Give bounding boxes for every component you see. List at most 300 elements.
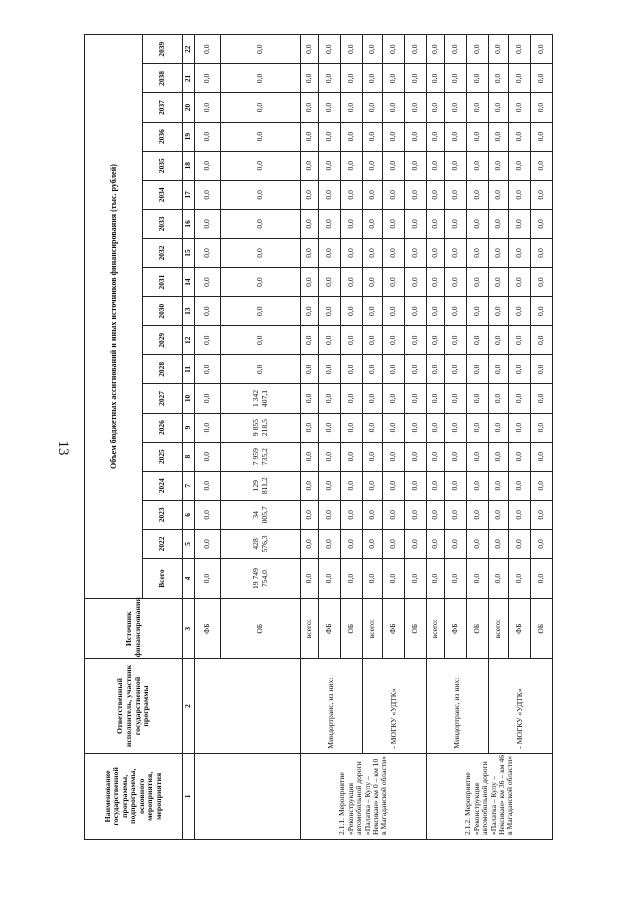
value-cell: 0,0 xyxy=(445,180,467,209)
source-cell: всего: xyxy=(427,599,445,659)
value-cell: 0,0 xyxy=(489,500,509,529)
column-number: 8 xyxy=(183,442,195,471)
column-number: 16 xyxy=(183,209,195,238)
header-row-numbers xyxy=(183,35,195,840)
value-cell: 0,0 xyxy=(531,326,553,355)
header-year: 2033 xyxy=(143,209,183,238)
value-cell: 0,0 xyxy=(531,442,553,471)
value-cell: 0,0 xyxy=(489,558,509,598)
value-cell: 0,0 xyxy=(383,500,405,529)
value-cell: 0,0 xyxy=(363,384,383,413)
value-cell: 0,0 xyxy=(489,122,509,151)
value-cell: 0,0 xyxy=(427,471,445,500)
value-cell: 0,0 xyxy=(467,180,489,209)
value-cell: 0,0 xyxy=(405,209,427,238)
value-cell: 0,0 xyxy=(319,268,341,297)
header-year: 2032 xyxy=(143,238,183,267)
value-cell: 0,0 xyxy=(427,326,445,355)
value-cell: 0,0 xyxy=(221,355,301,384)
value-cell: 0,0 xyxy=(509,297,531,326)
source-cell: всего: xyxy=(489,599,509,659)
value-cell: 0,0 xyxy=(341,558,363,598)
value-cell: 0,0 xyxy=(301,297,319,326)
value-cell: 0,0 xyxy=(195,471,221,500)
source-cell: ФБ xyxy=(319,599,341,659)
responsible-cell: Миндортранс, из них: xyxy=(427,659,489,753)
value-cell: 0,0 xyxy=(363,93,383,122)
value-cell: 0,0 xyxy=(467,384,489,413)
empty-responsible-cell xyxy=(195,659,301,753)
header-year: 2034 xyxy=(143,180,183,209)
source-cell: ФБ xyxy=(509,599,531,659)
value-cell: 0,0 xyxy=(195,268,221,297)
value-cell: 0,0 xyxy=(445,151,467,180)
value-cell: 0,0 xyxy=(383,35,405,64)
financing-table xyxy=(84,34,553,840)
header-year: 2024 xyxy=(143,471,183,500)
value-cell: 0,0 xyxy=(319,93,341,122)
value-cell: 0,0 xyxy=(195,529,221,558)
value-cell: 0,0 xyxy=(531,268,553,297)
value-cell: 0,0 xyxy=(531,297,553,326)
value-cell: 0,0 xyxy=(341,529,363,558)
value-cell: 0,0 xyxy=(445,35,467,64)
value-cell: 0,0 xyxy=(363,151,383,180)
value-cell: 0,0 xyxy=(195,297,221,326)
value-cell: 0,0 xyxy=(363,529,383,558)
value-cell: 0,0 xyxy=(405,93,427,122)
value-cell: 0,0 xyxy=(405,326,427,355)
value-cell: 0,0 xyxy=(467,93,489,122)
value-cell: 0,0 xyxy=(445,297,467,326)
column-number: 2 xyxy=(183,659,195,753)
value-cell: 0,0 xyxy=(319,209,341,238)
value-cell: 0,0 xyxy=(531,122,553,151)
value-cell: 0,0 xyxy=(301,413,319,442)
value-cell: 0,0 xyxy=(467,238,489,267)
value-cell: 0,0 xyxy=(301,238,319,267)
value-cell: 0,0 xyxy=(405,529,427,558)
value-cell: 0,0 xyxy=(489,268,509,297)
value-cell: 0,0 xyxy=(319,326,341,355)
value-cell: 0,0 xyxy=(301,355,319,384)
value-cell: 0,0 xyxy=(467,471,489,500)
value-cell: 0,0 xyxy=(489,471,509,500)
column-number: 1 xyxy=(183,753,195,839)
value-cell: 0,0 xyxy=(509,529,531,558)
measure-row xyxy=(427,35,445,840)
value-cell: 0,0 xyxy=(383,93,405,122)
value-cell: 0,0 xyxy=(489,413,509,442)
value-cell: 0,0 xyxy=(301,268,319,297)
value-cell: 0,0 xyxy=(489,442,509,471)
value-cell: 0,0 xyxy=(221,268,301,297)
value-cell: 0,0 xyxy=(363,297,383,326)
value-cell: 0,0 xyxy=(301,384,319,413)
responsible-cell: Миндортранс, из них: xyxy=(301,659,363,753)
value-cell: 0,0 xyxy=(531,64,553,93)
value-cell: 0,0 xyxy=(341,238,363,267)
value-cell: 0,0 xyxy=(383,558,405,598)
value-cell: 0,0 xyxy=(467,209,489,238)
source-cell: ОБ xyxy=(405,599,427,659)
header-year: 2035 xyxy=(143,151,183,180)
value-cell: 0,0 xyxy=(301,35,319,64)
value-cell: 0,0 xyxy=(319,64,341,93)
source-cell: ОБ xyxy=(221,599,301,659)
header-year: 2023 xyxy=(143,500,183,529)
value-cell: 0,0 xyxy=(221,180,301,209)
value-cell: 0,0 xyxy=(319,500,341,529)
value-cell: 0,0 xyxy=(405,180,427,209)
value-cell: 0,0 xyxy=(489,35,509,64)
value-cell: 0,0 xyxy=(467,122,489,151)
value-cell: 0,0 xyxy=(427,442,445,471)
value-cell: 0,0 xyxy=(531,93,553,122)
column-number: 6 xyxy=(183,500,195,529)
source-cell: ФБ xyxy=(383,599,405,659)
source-cell: всего: xyxy=(301,599,319,659)
value-cell: 0,0 xyxy=(363,442,383,471)
value-cell: 0,0 xyxy=(195,151,221,180)
value-cell: 0,0 xyxy=(195,35,221,64)
value-cell: 0,0 xyxy=(221,122,301,151)
value-cell: 0,0 xyxy=(405,500,427,529)
value-cell: 0,0 xyxy=(405,64,427,93)
value-cell: 0,0 xyxy=(509,93,531,122)
header-name: Наименование государственной программы, подпрограммы, основного мероприятия, мероприятия xyxy=(85,753,183,839)
value-cell: 0,0 xyxy=(509,35,531,64)
source-cell: ФБ xyxy=(445,599,467,659)
value-cell: 0,0 xyxy=(445,384,467,413)
value-cell: 0,0 xyxy=(509,180,531,209)
value-cell: 0,0 xyxy=(489,180,509,209)
column-number: 15 xyxy=(183,238,195,267)
value-cell: 0,0 xyxy=(427,238,445,267)
value-cell: 0,0 xyxy=(531,413,553,442)
value-cell: 0,0 xyxy=(383,529,405,558)
value-cell: 0,0 xyxy=(405,471,427,500)
header-year: 2036 xyxy=(143,122,183,151)
value-cell: 0,0 xyxy=(221,35,301,64)
header-year: 2030 xyxy=(143,297,183,326)
value-cell: 0,0 xyxy=(489,355,509,384)
value-cell: 0,0 xyxy=(427,180,445,209)
value-cell: 0,0 xyxy=(341,35,363,64)
value-cell: 0,0 xyxy=(509,558,531,598)
value-cell: 0,0 xyxy=(509,238,531,267)
header-year: 2022 xyxy=(143,529,183,558)
value-cell: 0,0 xyxy=(341,471,363,500)
value-cell: 0,0 xyxy=(363,64,383,93)
value-cell: 0,0 xyxy=(319,35,341,64)
value-cell: 0,0 xyxy=(531,209,553,238)
value-cell: 0,0 xyxy=(509,268,531,297)
value-cell: 0,0 xyxy=(427,268,445,297)
value-cell: 0,0 xyxy=(363,413,383,442)
header-responsible: Ответственный исполнитель, участник государственной программы xyxy=(85,659,183,753)
value-cell: 0,0 xyxy=(319,355,341,384)
value-cell: 0,0 xyxy=(427,93,445,122)
value-cell: 129 811,2 xyxy=(221,471,301,500)
value-cell: 0,0 xyxy=(363,471,383,500)
value-cell: 0,0 xyxy=(319,558,341,598)
column-number: 17 xyxy=(183,180,195,209)
measure-row xyxy=(489,35,509,840)
value-cell: 0,0 xyxy=(445,413,467,442)
value-cell: 0,0 xyxy=(405,558,427,598)
value-cell: 0,0 xyxy=(195,413,221,442)
value-cell: 0,0 xyxy=(221,238,301,267)
value-cell: 0,0 xyxy=(383,413,405,442)
column-number: 7 xyxy=(183,471,195,500)
value-cell: 0,0 xyxy=(319,529,341,558)
value-cell: 0,0 xyxy=(445,355,467,384)
column-number: 18 xyxy=(183,151,195,180)
measure-row xyxy=(301,35,319,840)
value-cell: 0,0 xyxy=(363,209,383,238)
value-cell: 0,0 xyxy=(301,151,319,180)
value-cell: 0,0 xyxy=(319,471,341,500)
value-cell: 0,0 xyxy=(405,35,427,64)
value-cell: 0,0 xyxy=(489,238,509,267)
value-cell: 0,0 xyxy=(445,93,467,122)
value-cell: 0,0 xyxy=(405,297,427,326)
value-cell: 0,0 xyxy=(363,558,383,598)
value-cell: 0,0 xyxy=(405,442,427,471)
value-cell: 0,0 xyxy=(195,180,221,209)
value-cell: 0,0 xyxy=(319,238,341,267)
value-cell: 0,0 xyxy=(509,122,531,151)
value-cell: 0,0 xyxy=(363,238,383,267)
value-cell: 0,0 xyxy=(319,297,341,326)
value-cell: 0,0 xyxy=(301,500,319,529)
value-cell: 0,0 xyxy=(467,355,489,384)
value-cell: 0,0 xyxy=(383,238,405,267)
value-cell: 0,0 xyxy=(341,355,363,384)
value-cell: 0,0 xyxy=(341,93,363,122)
empty-name-cell xyxy=(195,753,301,839)
value-cell: 0,0 xyxy=(509,64,531,93)
value-cell: 0,0 xyxy=(445,558,467,598)
value-cell: 0,0 xyxy=(427,355,445,384)
value-cell: 0,0 xyxy=(427,384,445,413)
value-cell: 0,0 xyxy=(405,268,427,297)
value-cell: 0,0 xyxy=(383,268,405,297)
source-cell: ФБ xyxy=(195,599,221,659)
value-cell: 0,0 xyxy=(427,529,445,558)
value-cell: 0,0 xyxy=(445,64,467,93)
value-cell: 0,0 xyxy=(195,326,221,355)
value-cell: 0,0 xyxy=(221,297,301,326)
column-number: 11 xyxy=(183,355,195,384)
value-cell: 0,0 xyxy=(383,180,405,209)
value-cell: 0,0 xyxy=(301,326,319,355)
value-cell: 0,0 xyxy=(195,238,221,267)
value-cell: 0,0 xyxy=(341,64,363,93)
value-cell: 0,0 xyxy=(405,413,427,442)
value-cell: 0,0 xyxy=(405,384,427,413)
value-cell: 0,0 xyxy=(531,500,553,529)
rotated-table xyxy=(84,34,546,840)
value-cell: 0,0 xyxy=(301,471,319,500)
value-cell: 0,0 xyxy=(363,122,383,151)
value-cell: 0,0 xyxy=(427,413,445,442)
value-cell: 0,0 xyxy=(489,326,509,355)
value-cell: 0,0 xyxy=(467,442,489,471)
value-cell: 0,0 xyxy=(221,326,301,355)
value-cell: 0,0 xyxy=(467,64,489,93)
value-cell: 0,0 xyxy=(445,326,467,355)
column-number: 14 xyxy=(183,268,195,297)
measure-row xyxy=(363,35,383,840)
value-cell: 0,0 xyxy=(405,355,427,384)
value-cell: 0,0 xyxy=(445,500,467,529)
source-cell: всего: xyxy=(363,599,383,659)
value-cell: 0,0 xyxy=(195,64,221,93)
header-year: 2039 xyxy=(143,35,183,64)
value-cell: 0,0 xyxy=(489,384,509,413)
value-cell: 0,0 xyxy=(341,151,363,180)
column-number: 20 xyxy=(183,93,195,122)
value-cell: 19 749 754,0 xyxy=(221,558,301,598)
value-cell: 0,0 xyxy=(319,180,341,209)
value-cell: 0,0 xyxy=(427,500,445,529)
value-cell: 0,0 xyxy=(301,442,319,471)
value-cell: 0,0 xyxy=(319,442,341,471)
value-cell: 0,0 xyxy=(341,326,363,355)
value-cell: 0,0 xyxy=(195,558,221,598)
value-cell: 0,0 xyxy=(531,558,553,598)
value-cell: 0,0 xyxy=(363,326,383,355)
value-cell: 0,0 xyxy=(427,297,445,326)
column-number: 3 xyxy=(183,599,195,659)
value-cell: 0,0 xyxy=(341,268,363,297)
value-cell: 0,0 xyxy=(509,413,531,442)
header-total: Всего xyxy=(143,558,183,598)
value-cell: 34 005,7 xyxy=(221,500,301,529)
value-cell: 0,0 xyxy=(383,297,405,326)
header-year: 2028 xyxy=(143,355,183,384)
value-cell: 0,0 xyxy=(405,238,427,267)
value-cell: 0,0 xyxy=(195,442,221,471)
value-cell: 0,0 xyxy=(531,471,553,500)
value-cell: 0,0 xyxy=(195,500,221,529)
value-cell: 0,0 xyxy=(341,297,363,326)
value-cell: 0,0 xyxy=(363,268,383,297)
value-cell: 0,0 xyxy=(363,180,383,209)
value-cell: 0,0 xyxy=(405,151,427,180)
value-cell: 0,0 xyxy=(319,122,341,151)
value-cell: 0,0 xyxy=(467,500,489,529)
value-cell: 0,0 xyxy=(531,355,553,384)
value-cell: 0,0 xyxy=(427,35,445,64)
value-cell: 0,0 xyxy=(489,151,509,180)
table-frame xyxy=(84,34,546,840)
value-cell: 0,0 xyxy=(445,529,467,558)
value-cell: 0,0 xyxy=(319,384,341,413)
value-cell: 0,0 xyxy=(509,442,531,471)
value-cell: 0,0 xyxy=(363,35,383,64)
value-cell: 0,0 xyxy=(531,529,553,558)
value-cell: 0,0 xyxy=(383,326,405,355)
column-number: 9 xyxy=(183,413,195,442)
value-cell: 0,0 xyxy=(445,209,467,238)
value-cell: 0,0 xyxy=(427,122,445,151)
value-cell: 0,0 xyxy=(319,151,341,180)
value-cell: 0,0 xyxy=(531,35,553,64)
value-cell: 0,0 xyxy=(467,151,489,180)
column-number: 22 xyxy=(183,35,195,64)
value-cell: 0,0 xyxy=(341,180,363,209)
value-cell: 0,0 xyxy=(509,326,531,355)
value-cell: 0,0 xyxy=(531,151,553,180)
data-row xyxy=(195,35,221,840)
page-number: 13 xyxy=(55,440,71,456)
column-number: 13 xyxy=(183,297,195,326)
value-cell: 0,0 xyxy=(531,238,553,267)
header-year: 2025 xyxy=(143,442,183,471)
value-cell: 0,0 xyxy=(301,64,319,93)
value-cell: 0,0 xyxy=(383,64,405,93)
value-cell: 0,0 xyxy=(405,122,427,151)
value-cell: 0,0 xyxy=(445,268,467,297)
value-cell: 0,0 xyxy=(301,209,319,238)
value-cell: 0,0 xyxy=(489,93,509,122)
value-cell: 0,0 xyxy=(509,384,531,413)
source-cell: ОБ xyxy=(531,599,553,659)
value-cell: 0,0 xyxy=(467,268,489,297)
column-number: 19 xyxy=(183,122,195,151)
responsible-cell: - МОГКУ «УДТК» xyxy=(363,659,427,753)
value-cell: 0,0 xyxy=(195,209,221,238)
value-cell: 0,0 xyxy=(383,209,405,238)
value-cell: 0,0 xyxy=(195,122,221,151)
column-number: 12 xyxy=(183,326,195,355)
value-cell: 0,0 xyxy=(467,35,489,64)
column-number: 4 xyxy=(183,558,195,598)
header-year: 2031 xyxy=(143,268,183,297)
value-cell: 0,0 xyxy=(341,122,363,151)
value-cell: 0,0 xyxy=(509,471,531,500)
value-cell: 0,0 xyxy=(341,413,363,442)
column-number: 5 xyxy=(183,529,195,558)
value-cell: 0,0 xyxy=(341,442,363,471)
value-cell: 0,0 xyxy=(301,558,319,598)
value-cell: 0,0 xyxy=(467,413,489,442)
header-year: 2038 xyxy=(143,64,183,93)
value-cell: 0,0 xyxy=(341,384,363,413)
value-cell: 0,0 xyxy=(383,442,405,471)
column-number: 10 xyxy=(183,384,195,413)
value-cell: 0,0 xyxy=(221,64,301,93)
value-cell: 0,0 xyxy=(383,355,405,384)
measure-name: 2.1.2. Мероприятие «Реконструкция автомобильной дороги «Палатка – Кулу – Нексикан» км 36 – км 46 в Магаданской области» xyxy=(427,753,553,839)
value-cell: 0,0 xyxy=(195,93,221,122)
value-cell: 0,0 xyxy=(383,471,405,500)
value-cell: 0,0 xyxy=(363,355,383,384)
value-cell: 0,0 xyxy=(427,151,445,180)
value-cell: 0,0 xyxy=(301,180,319,209)
measure-name: 2.1.1. Мероприятие «Реконструкция автомобильной дороги «Палатка – Кулу – Нексикан» км 0 – км 10 в Магаданской области» xyxy=(301,753,427,839)
header-row-1 xyxy=(85,35,143,840)
value-cell: 0,0 xyxy=(383,122,405,151)
value-cell: 0,0 xyxy=(467,297,489,326)
value-cell: 0,0 xyxy=(531,180,553,209)
header-volume: Объем бюджетных ассигнований и иных источников финансирования (тыс. рублей) xyxy=(85,35,143,599)
value-cell: 0,0 xyxy=(383,151,405,180)
value-cell: 0,0 xyxy=(427,209,445,238)
